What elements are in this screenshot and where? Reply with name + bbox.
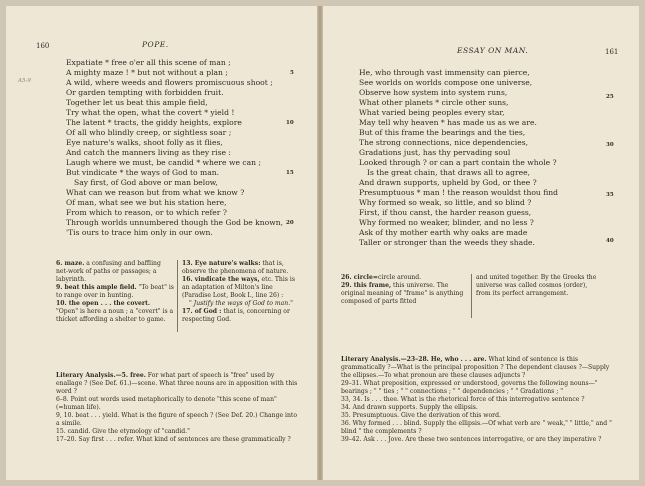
poem-line: Gradations just, has thy pervading soul [359,148,511,157]
line-number: 40 [606,238,614,244]
poem-line: Expatiate * free o'er all this scene of man ; [66,58,231,67]
footnote: 13. Eye nature's walks: that is, observe the phenomena of nature. [182,260,289,275]
analysis-item: 34. And drawn supports. Supply the ellipsis. [341,404,478,411]
footnotes-column-left [56,260,174,324]
poem-line: Looked through ? or can a part contain the whole ? [359,158,557,167]
line-number: 30 [606,142,614,148]
poem-line: Or garden tempting with forbidden fruit. [66,88,224,97]
footnote: 26. circle=circle around. [341,274,422,281]
poem-line: And drawn supports, upheld by God, or thee ? [359,178,537,187]
footnotes-column-right [182,260,300,324]
line-number: 5 [290,70,294,76]
poem-line: What other planets * circle other suns, [359,98,509,107]
page-number: 160 [36,42,50,50]
footnote: 9. beat this ample field. "To beat" is to range over in hunting. [56,284,174,299]
poem-line: Ask of thy mother earth why oaks are made [359,228,528,237]
line-number: 20 [286,220,294,226]
analysis-item: Literary Analysis.—5. free. For what part of speech is "free" used by enallage ? (See Def. 61.)—scene. What three nouns are in apposition with this word ? [56,372,298,395]
poem-line: What varied being peoples every star, [359,108,505,117]
poem-line: Through worlds unnumbered though the God be known, [66,218,284,227]
poem-line: See worlds on worlds compose one universe, [359,78,533,87]
poem-line: Laugh where we must, be candid * where we can ; [66,158,262,167]
right-page [323,6,639,480]
poem-line: Is the great chain, that draws all to agree, [367,168,530,177]
poem-line: A mighty maze ! * but not without a plan ; [66,68,228,77]
literary-analysis [341,356,617,444]
poem-line: And catch the manners living as they rise : [66,148,231,157]
poem-line: Taller or stronger than the weeds they shade. [359,238,535,247]
page-number: 161 [605,48,619,56]
analysis-item: 17–20. Say first . . . refer. What kind of sentences are these grammatically ? [56,436,291,443]
poem-line: Try what the open, what the covert * yield ! [66,108,235,117]
poem-line: 'Tis ours to trace him only in our own. [66,228,213,237]
footnote-divider [471,274,472,318]
poem-line: What can we reason but from what we know ? [66,188,245,197]
line-number: 10 [286,120,294,126]
footnote: 10. the open . . . the covert. "Open" is here a noun ; a "covert" is a thicket affording a shelter to game. [56,300,174,323]
footnotes-column-right [476,274,602,298]
line-number: 15 [286,170,294,176]
poem-line: Observe how system into system runs, [359,88,508,97]
poem-line: Of man, what see we but his station here, [66,198,227,207]
line-number: 25 [606,94,614,100]
poem-line: First, if thou canst, the harder reason guess, [359,208,532,217]
poem-line: Why formed so weak, so little, and so blind ? [359,198,532,207]
analysis-item: Literary Analysis.—23–28. He, who . . . are. What kind of sentence is this grammatically ?—What is the principal proposition ? The dependent clauses ?—Supply the ellipses.—To what pronoun are these clauses adjuncts ? [341,356,610,379]
poem-line: Together let us beat this ample field, [66,98,208,107]
analysis-item: 29–31. What preposition, expressed or understood, governs the following nouns—" bearings ; " " ties ; " " connections ; " " dependencies ; " " Gradations ; " [341,380,598,395]
footnote: and united together. By the Greeks the universe was called cosmos (order), from its perfect arrangement. [476,274,597,297]
running-head: ESSAY ON MAN. [457,46,529,55]
poem-line: Say first, of God above or man below, [74,178,218,187]
analysis-item: 35. Presumptuous. Give the derivation of this word. [341,412,501,419]
poem-line: From which to reason, or to which refer ? [66,208,227,217]
poem-line: Why formed no weaker, blinder, and no less ? [359,218,534,227]
running-head: POPE. [142,40,169,49]
footnote: 6. maze. a confusing and baffling net-work of paths or passages; a labyrinth. [56,260,161,283]
poem-line: May tell why heaven * has made us as we are. [359,118,537,127]
poem-line: Presumptuous * man ! the reason wouldst thou find [359,188,559,197]
footnotes-column-left [341,274,467,306]
analysis-item: 39–42. Ask . . . Jove. Are these two sentences interrogative, or are they imperative ? [341,436,602,443]
line-number: 35 [606,192,614,198]
poem-line: He, who through vast immensity can pierce, [359,68,530,77]
poem-line: A wild, where weeds and flowers promiscuous shoot ; [66,78,273,87]
poem-line: Eye nature's walks, shoot folly as it flies, [66,138,223,147]
analysis-item: 36. Why formed . . . blind. Supply the ellipsis.—Of what verb are " weak," " little," and " blind " the complements ? [341,420,612,435]
poem-line: The strong connections, nice dependencies, [359,138,529,147]
footnote: 16. vindicate the ways, etc. This is an adaptation of Milton's line (Paradise Lost, Book I., line 26) : [182,276,295,299]
footnote: 29. this frame, this universe. The original meaning of "frame" is anything composed of parts fitted [341,282,464,305]
analysis-item: 6–8. Point out words used metaphorically to denote "this scene of man" (=human life). [56,396,277,411]
poem-line: The latent * tracts, the giddy heights, explore [66,118,242,127]
poem-line: But vindicate * the ways of God to man. [66,168,220,177]
literary-analysis [56,372,300,444]
footnote: 17. of God : that is, concerning or respecting God. [182,308,290,323]
analysis-item: 9, 10. beat . . . yield. What is the figure of speech ? (See Def. 20.) Change into a simile. [56,412,298,427]
pencil-margin-note: A5-9 [18,78,31,84]
analysis-item: 15. candid. Give the etymology of "candid." [56,428,190,435]
analysis-item: 33, 34. Is . . . thee. What is the rhetorical force of this interrogative sentence ? [341,396,585,403]
left-page [6,6,317,480]
footnote-divider [177,260,178,332]
poem-line: Of all who blindly creep, or sightless soar ; [66,128,232,137]
poem-line: But of this frame the bearings and the ties, [359,128,526,137]
footnote-quote: " Justify the ways of God to man." [189,300,293,307]
